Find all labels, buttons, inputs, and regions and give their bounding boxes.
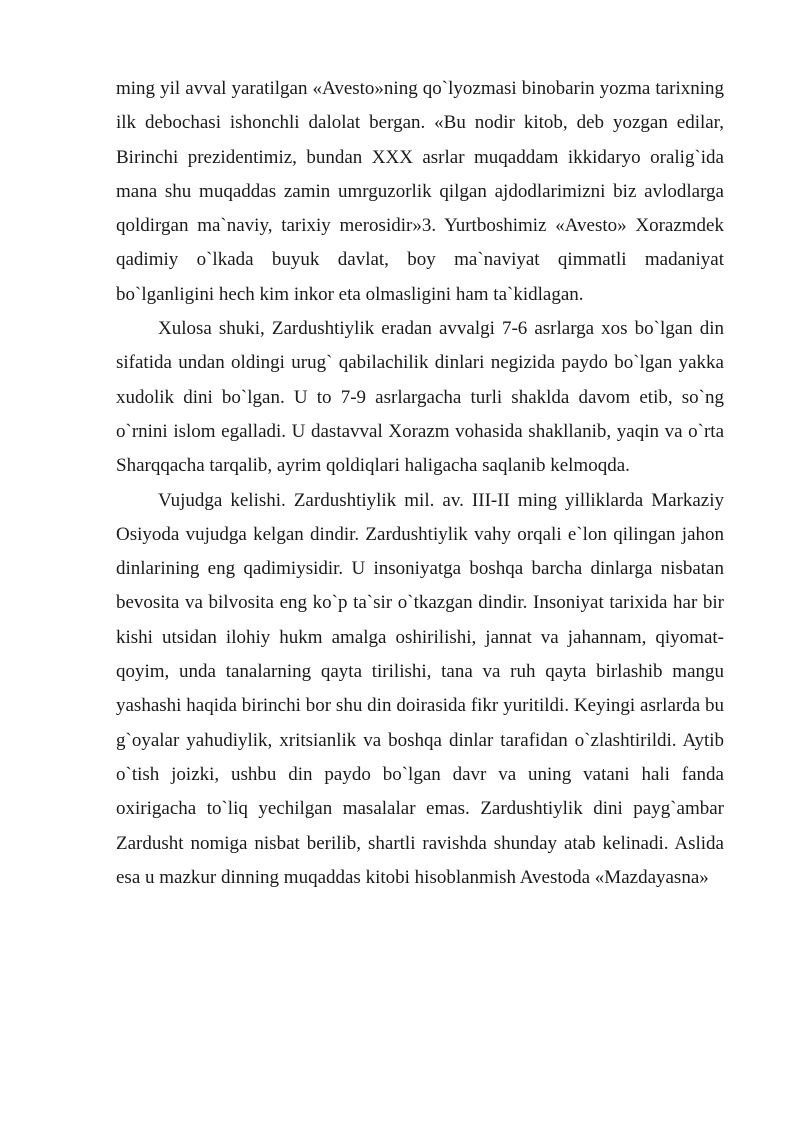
paragraph-origin: Vujudga kelishi. Zardushtiylik mil. av. III-II ming yilliklarda Markaziy Osiyoda vujudga kelgan dindir. Zardushtiylik vahy orqali e`lon qilingan jahon dinlarining eng qadimiysidir. U insoniyatga boshqa barcha dinlarga nisbatan bevosita va bilvosita eng ko`p ta`sir o`tkazgan dindir. Insoniyat tarixida har bir kishi utsidan ilohiy hukm amalga oshirilishi, jannat va jahannam, qiyomat-qoyim, unda tanalarning qayta tirilishi, tana va ruh qayta birlashib mangu yashashi haqida birinchi bor shu din doirasida fikr yuritildi. Keyingi asrlarda bu g`oyalar yahudiylik, xritsianlik va boshqa dinlar tarafidan o`zlashtirildi. Aytib o`tish joizki, ushbu din paydo bo`lgan davr va uning vatani hali fanda oxirigacha to`liq yechilgan masalalar emas. Zardushtiylik dini payg`ambar Zardusht nomiga nisbat berilib, shartli ravishda shunday atab kelinadi. Aslida esa u mazkur dinning muqaddas kitobi hisoblanmish Avestoda «Mazdayasna» [116, 489, 724, 888]
paragraph-conclusion: Xulosa shuki, Zardushtiylik eradan avvalgi 7-6 asrlarga xos bo`lgan din sifatida undan oldingi urug` qabilachilik dinlari negizida paydo bo`lgan yakka xudolik dini bo`lgan. U to 7-9 asrlargacha turli shaklda davom etib, so`ng o`rnini islom egalladi. U dastavval Xorazm vohasida shakllanib, yaqin va o`rta Sharqqacha tarqalib, ayrim qoldiqlari haligacha saqlanib kelmoqda. [116, 318, 724, 477]
paragraph-avesto-continuation: ming yil avval yaratilgan «Avesto»ning qo`lyozmasi binobarin yozma tarixning ilk debochasi ishonchli dalolat bergan. «Bu nodir kitob, deb yozgan edilar, Birinchi prezidentimiz, bundan XXX asrlar muqaddam ikkidaryo oralig`ida mana shu muqaddas zamin umrguzorlik qilgan ajdodlarimizni biz avlodlarga qoldirgan ma`naviy, tarixiy merosidir»3. Yurtboshimiz «Avesto» Xorazmdek qadimiy o`lkada buyuk davlat, boy ma`naviyat qimmatli madaniyat bo`lganligini hech kim inkor eta olmasligini ham ta`kidlagan. [116, 78, 724, 305]
